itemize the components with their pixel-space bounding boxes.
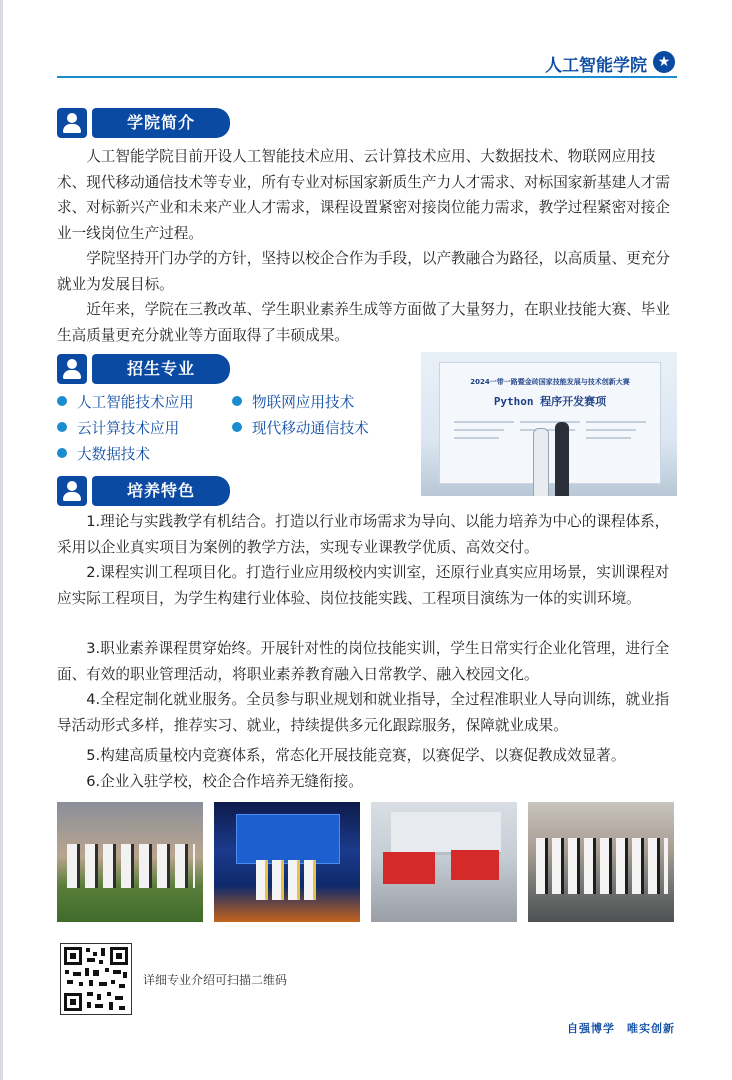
section-header-intro (57, 108, 232, 138)
bullet-icon (57, 396, 67, 406)
page-edge (0, 0, 3, 1080)
feature-paragraph-4: 4.全程定制化就业服务。全员参与职业规划和就业指导，全过程准职业人导向训练，就业指导活动形式多样，推荐实习、就业，持续提供多元化跟踪服务，保障就业成果。 (57, 691, 670, 734)
major-item: 云计算技术应用 (57, 417, 179, 438)
bullet-icon (57, 422, 67, 432)
major-item: 物联网应用技术 (232, 391, 354, 412)
section-title-features: 培养特色 (92, 476, 230, 506)
intro-paragraph-2: 学院坚持开门办学的方针，坚持以校企合作为手段，以产教融合为路径，以高质量、更充分就业为发展目标。 (57, 250, 670, 293)
major-item: 大数据技术 (57, 443, 150, 464)
board-subtitle: Python 程序开发赛项 (493, 395, 607, 408)
qr-code-icon (61, 944, 131, 1014)
team-photo-court (528, 802, 674, 922)
section-title-majors: 招生专业 (92, 354, 230, 384)
award-stage-photo (214, 802, 360, 922)
section-header-features (57, 476, 232, 506)
feature-paragraph-3: 3.职业素养课程贯穿始终。开展针对性的岗位技能实训，学生日常实行企业化管理，进行全面、有效的职业管理活动，将职业素养教育融入日常教学、融入校园文化。 (57, 640, 670, 683)
section-title-intro: 学院简介 (92, 108, 230, 138)
team-photo-field (57, 802, 203, 922)
page-header (57, 44, 677, 78)
section-header-majors (57, 354, 232, 384)
college-name: 人工智能学院 (545, 56, 647, 76)
major-item: 现代移动通信技术 (232, 417, 369, 438)
person-icon (57, 476, 87, 506)
star-icon: ★ (653, 51, 675, 73)
banner-group-photo (371, 802, 517, 922)
person-icon (57, 108, 87, 138)
qr-note: 详细专业介绍可扫描二维码 (143, 973, 288, 987)
board-title: 2024一带一路暨金砖国家技能发展与技术创新大赛 (470, 378, 630, 386)
feature-paragraph-6: 6.企业入驻学校，校企合作培养无缝衔接。 (86, 773, 363, 790)
student-figure (555, 422, 569, 496)
intro-paragraph-3: 近年来，学院在三教改革、学生职业素养生成等方面做了大量努力，在职业技能大赛、毕业生高质量更充分就业等方面取得了丰硕成果。 (57, 301, 670, 344)
intro-paragraph-1: 人工智能学院目前开设人工智能技术应用、云计算技术应用、大数据技术、物联网应用技术、现代移动通信技术等专业，所有专业对标国家新质生产力人才需求、对标国家新基建人才需求、对标新兴产业和未来产业人才需求，课程设置紧密对接岗位能力需求，教学过程紧密对接企业一线岗位生产过程。 (57, 148, 670, 242)
footer-slogan: 自强博学 唯实创新 (567, 1022, 675, 1035)
feature-paragraph-1: 1.理论与实践教学有机结合。打造以行业市场需求为导向、以能力培养为中心的课程体系，采用以企业真实项目为案例的教学方法，实现专业课教学优质、高效交付。 (57, 513, 670, 556)
student-figure (533, 428, 549, 496)
person-icon (57, 354, 87, 384)
major-item: 人工智能技术应用 (57, 391, 194, 412)
bullet-icon (232, 422, 242, 432)
feature-paragraph-2: 2.课程实训工程项目化。打造行业应用级校内实训室，还原行业真实应用场景，实训课程对应实际工程项目，为学生构建行业体验、岗位技能实践、工程项目演练为一体的实训环境。 (57, 564, 670, 607)
feature-paragraph-5: 5.构建高质量校内竞赛体系，常态化开展技能竞赛，以赛促学、以赛促教成效显著。 (86, 747, 626, 764)
bullet-icon (232, 396, 242, 406)
competition-photo (421, 352, 677, 496)
competition-board (439, 362, 661, 484)
qr-code[interactable] (60, 943, 132, 1015)
bullet-icon (57, 448, 67, 458)
